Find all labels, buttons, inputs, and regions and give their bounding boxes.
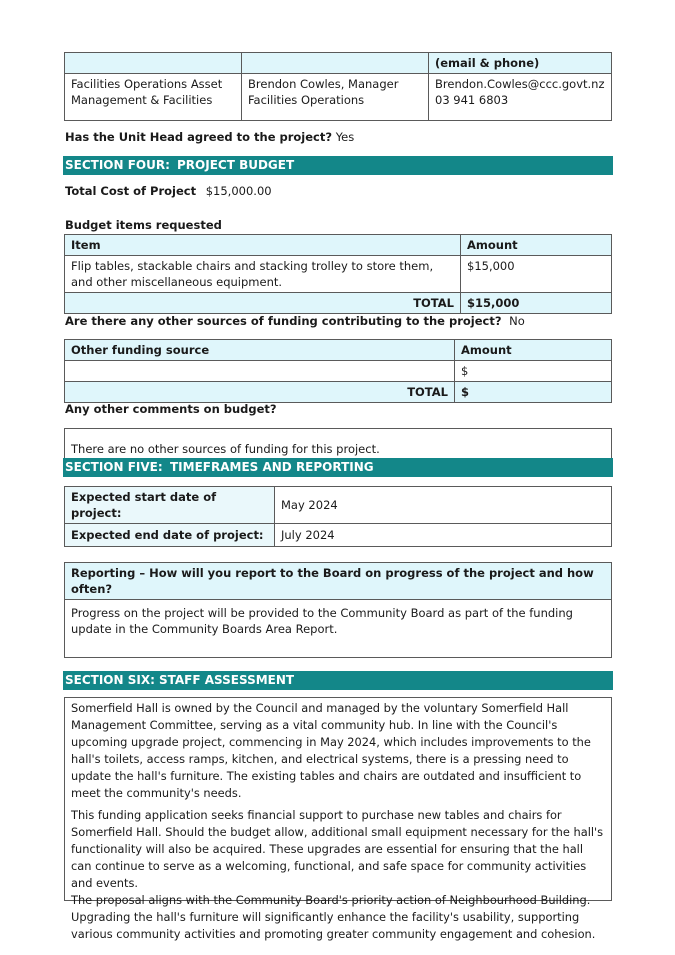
budget-col-amount: Amount xyxy=(461,235,612,256)
staff-assessment-box xyxy=(64,697,612,941)
section-number: SECTION FIVE: xyxy=(65,460,163,474)
section-number: SECTION FOUR: xyxy=(65,158,170,172)
reporting-question: Reporting – How will you report to the Board on progress of the project and how often? xyxy=(65,563,612,600)
assessment-paragraph-3: The proposal aligns with the Community Board's priority action of Neighbourhood Building. Upgrading the hall's furniture will significantly enhance the facility's usability, supporting various community activities and promoting greater community engagement and cohesion. xyxy=(71,892,596,941)
section-four-header xyxy=(63,156,613,175)
budget-col-item: Item xyxy=(65,235,461,256)
contact-manager: Brendon Cowles, Manager Facilities Operations xyxy=(242,74,429,121)
section-six-header xyxy=(63,671,613,690)
other-funding-total-label: TOTAL xyxy=(65,382,455,403)
contact-unit: Facilities Operations Asset Management & Facilities xyxy=(65,74,242,121)
other-funding-col-source: Other funding source xyxy=(65,340,455,361)
budget-comments-answer: There are no other sources of funding for this project. xyxy=(71,442,380,456)
budget-items-table xyxy=(64,234,612,314)
other-funding-answer: No xyxy=(509,314,525,328)
dates-table xyxy=(64,486,612,547)
contact-details xyxy=(429,74,612,121)
unit-head-answer: Yes xyxy=(335,130,355,144)
section-five-header xyxy=(63,458,613,477)
other-funding-col-amount: Amount xyxy=(455,340,612,361)
contact-email: Brendon.Cowles@ccc.govt.nz xyxy=(435,77,605,91)
section-title: TIMEFRAMES AND REPORTING xyxy=(170,460,374,474)
unit-head-line xyxy=(65,130,354,144)
contact-header-email-phone: (email & phone) xyxy=(429,53,612,74)
other-funding-row-amount: $ xyxy=(455,361,612,382)
section-title: PROJECT BUDGET xyxy=(177,158,295,172)
section-number: SECTION SIX: xyxy=(65,673,155,687)
total-cost-label: Total Cost of Project xyxy=(65,184,197,198)
budget-items-heading: Budget items requested xyxy=(65,218,222,232)
other-funding-row-source xyxy=(65,361,455,382)
total-cost-line xyxy=(65,184,272,198)
other-funding-question: Are there any other sources of funding contributing to the project? xyxy=(65,314,502,328)
other-funding-table xyxy=(64,339,612,403)
unit-head-question: Has the Unit Head agreed to the project? xyxy=(65,130,333,144)
start-date-value: May 2024 xyxy=(275,487,612,524)
total-cost-value: $15,000.00 xyxy=(205,184,272,198)
budget-total-value: $15,000 xyxy=(461,293,612,314)
budget-comments-box xyxy=(64,428,612,458)
contact-header-cell xyxy=(65,53,242,74)
budget-total-label: TOTAL xyxy=(65,293,461,314)
budget-comments-question: Any other comments on budget? xyxy=(65,402,277,416)
budget-row-amount: $15,000 xyxy=(461,256,612,293)
other-funding-total-value: $ xyxy=(455,382,612,403)
reporting-table xyxy=(64,562,612,658)
contact-table xyxy=(64,52,612,121)
reporting-answer: Progress on the project will be provided to the Community Board as part of the funding update in the Community Boards Area Report. xyxy=(65,600,612,658)
end-date-value: July 2024 xyxy=(275,524,612,547)
budget-row-item: Flip tables, stackable chairs and stacking trolley to store them, and other miscellaneous equipment. xyxy=(65,256,461,293)
start-date-label: Expected start date of project: xyxy=(65,487,275,524)
contact-phone: 03 941 6803 xyxy=(435,93,509,107)
section-title: STAFF ASSESSMENT xyxy=(159,673,295,687)
contact-header-cell xyxy=(242,53,429,74)
assessment-paragraph-1: Somerfield Hall is owned by the Council and managed by the voluntary Somerfield Hall Management Committee, serving as a vital community hub. In line with the Council's upcoming upgrade project, commencing in May 2024, which includes improvements to the hall's toilets, access ramps, kitchen, and electrical systems, there is a pressing need to update the hall's furniture. The existing tables and chairs are outdated and insufficient to meet the community's needs. xyxy=(71,701,591,800)
other-funding-line xyxy=(65,314,525,328)
end-date-label: Expected end date of project: xyxy=(65,524,275,547)
assessment-paragraph-2: This funding application seeks financial support to purchase new tables and chairs for Somerfield Hall. Should the budget allow, additional small equipment necessary for the hall's functionality will also be acquired. These upgrades are essential for ensuring that the hall can continue to serve as a welcoming, functional, and safe space for community activities and events. xyxy=(71,808,604,891)
